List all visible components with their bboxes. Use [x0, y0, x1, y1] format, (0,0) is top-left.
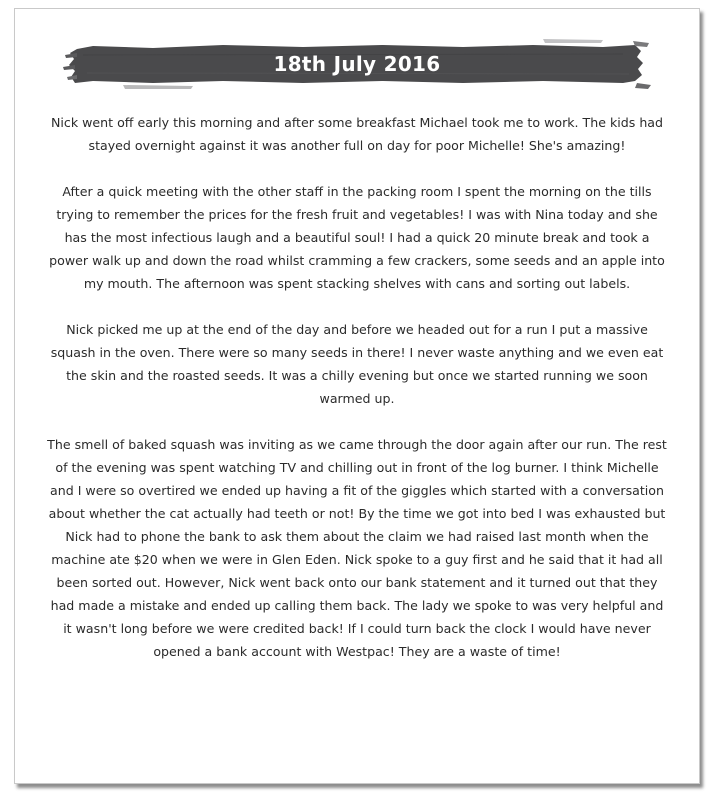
entry-paragraph-4: The smell of baked squash was inviting as we came through the door again after our run. The rest of the evening was spent watching TV and chilling out in front of the log burner. I think Michelle and I were so overtired we ended up having a fit of the giggles which started with a conversation about whether the cat actually had teeth or not! By the time we got into bed I was exhausted but Nick had to phone the bank to ask them about the claim we had raised last month when the machine ate $20 when we were in Glen Eden. Nick spoke to a guy first and he said that it had all been sorted out. However, Nick went back onto our bank statement and it turned out that they had made a mistake and ended up calling them back. The lady we spoke to was very helpful and it wasn't long before we were credited back! If I could turn back the clock I would have never opened a bank account with Westpac! They are a waste of time!	[47, 437, 667, 659]
entry-date-title: 18th July 2016	[273, 52, 441, 76]
journal-entry-body	[45, 111, 669, 686]
title-banner	[63, 33, 651, 95]
entry-paragraph-3: Nick picked me up at the end of the day and before we headed out for a run I put a massive squash in the oven. There were so many seeds in there! I never waste anything and we even eat the skin and the roasted seeds. It was a chilly evening but once we started running we soon warmed up.	[50, 322, 664, 406]
entry-paragraph-1: Nick went off early this morning and after some breakfast Michael took me to work. The kids had stayed overnight against it was another full on day for poor Michelle! She's amazing!	[50, 115, 664, 153]
journal-page	[14, 8, 700, 784]
entry-paragraph-2: After a quick meeting with the other staff in the packing room I spent the morning on the tills trying to remember the prices for the fresh fruit and vegetables! I was with Nina today and she has the most infectious laugh and a beautiful soul! I had a quick 20 minute break and took a power walk up and down the road whilst cramming a few crackers, some seeds and an apple into my mouth. The afternoon was spent stacking shelves with cans and sorting out labels.	[49, 184, 665, 291]
